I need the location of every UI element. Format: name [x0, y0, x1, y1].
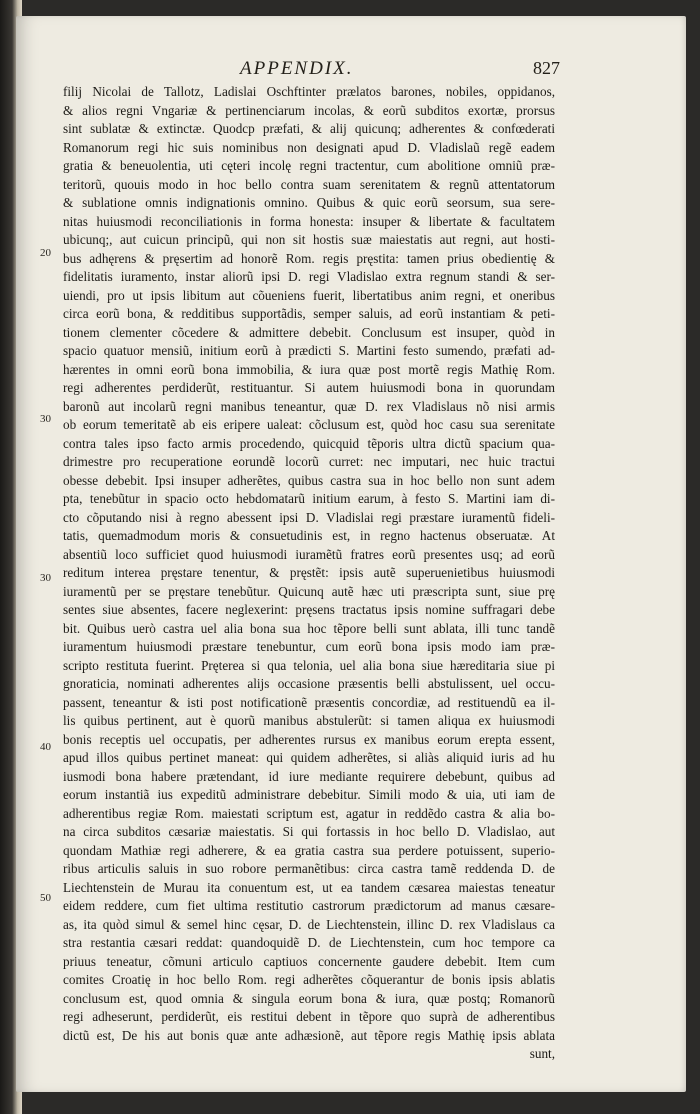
text-line: lis quibus pertinent, aut è quorũ manibus abstulerũt: si tamen aliqua ex huiusmodi	[63, 713, 555, 728]
margin-line-number: 50	[40, 892, 51, 904]
text-line: sunt,	[529, 1046, 555, 1061]
text-line: iusmodi bona habere prætendant, id iure mediante requirere debebunt, quibus ad	[63, 768, 555, 784]
text-line: sint sublatæ & extinctæ. Quodcp præfati, & alij quicunq; adherentes & confœderati	[63, 121, 555, 136]
text-line: comites Croatię in hoc bello Rom. regi adherẽtes cõquerantur de bonis ipsis ablatis	[63, 972, 555, 987]
text-line: eorum instantiã ius expeditũ administrare debebitur. Simili modo & uia, uti iam de	[63, 787, 555, 802]
text-line: as, ita quòd simul & semel hinc cęsar, D. de Liechtenstein, illinc D. rex Vladislaus ca	[63, 916, 555, 932]
text-line: absentiũ loco sufficiet quod huiusmodi iuramẽtũ fratres eorũ presentes usq; ad eorũ	[63, 546, 555, 562]
running-head-title: APPENDIX.	[240, 58, 354, 79]
text-line: bus adhęrens & pręsertim ad honorẽ Rom. regis pręstita: tamen prius obedientię &	[63, 250, 555, 266]
text-line: filij Nicolai de Tallotz, Ladislai Oschftinter prælatos barones, nobiles, oppidanos,	[63, 84, 555, 99]
text-line: cto cõputando nisi à regno abessent ipsi D. Vladislai regi præstare iuramentũ fideli-	[63, 509, 555, 525]
text-line: teritorũ, quouis modo in hoc bello contra suam serenitatem & regnũ attentatorum	[63, 176, 555, 192]
text-line: dictũ est, De his aut bonis quæ ante adhæsionẽ, aut tẽpore regis Mathię ipsis ablata	[63, 1027, 555, 1043]
margin-line-number: 20	[40, 247, 51, 259]
margin-line-number: 30	[40, 572, 51, 584]
text-line: adherentibus regiæ Rom. maiestati scriptum est, agatur in reddẽdo castra & alia bo-	[63, 805, 555, 821]
text-line: passent, teneantur & isti post notificationẽ præsentis concordiæ, ad restituendũ ea il-	[63, 694, 555, 710]
running-head	[240, 58, 560, 84]
text-line: nitas huiusmodi reconciliationis in forma honesta: insuper & libertate & facultatem	[63, 213, 555, 229]
text-line: drimestre pro recuperatione eorundẽ locorũ curret: nec imputari, nec huic tractui	[63, 454, 555, 469]
margin-line-number: 40	[40, 741, 51, 753]
text-line: & alios regni Vngariæ & pertinenciarum incolas, & eorũ subditos exortæ, prorsus	[63, 102, 555, 118]
text-line: iuramentum huiusmodi præstare tenebuntur, cum eorũ bona ipsis modo iam præ-	[63, 639, 555, 654]
text-line: Romanorum regi hic suis nominibus non designati apud D. Vladislaũ regẽ eadem	[63, 139, 555, 155]
page-number: 827	[533, 58, 560, 78]
text-line: na circa subditos cæsariæ maiestatis. Si qui fortassis in hoc bello D. Vladislao, aut	[63, 824, 555, 839]
text-line: bit. Quibus uerò castra uel alia bona sua hoc tẽpore belli sunt ablata, illi tunc tandẽ	[63, 620, 555, 636]
text-line: & sublatione omnis indignationis omnino. Quibus & quic eorũ seorsum, sua sere-	[63, 195, 555, 210]
text-line: conclusum est, quod omnia & singula eorum bona & iura, quæ postq; Romanorũ	[63, 990, 555, 1006]
text-line: eidem reddere, cum fiet ultima restitutio castrorum prædictorum ad manus cæsare-	[63, 898, 555, 913]
text-line: regi adheserunt, perdiderũt, eis restitui debent in tẽpore quo suprà de adherentibus	[63, 1009, 555, 1024]
text-line: fidelitatis iuramento, instar aliorũ ipsi D. regi Vladislao extra regnum standi & ser-	[63, 269, 555, 284]
text-line: stra restantia cæsari reddat: quandoquidẽ D. de Liechtenstein, cum hoc tempore ca	[63, 935, 555, 950]
text-line: tionem clementer cõcedere & admittere debebit. Conclusum est insuper, quòd in	[63, 324, 555, 340]
text-line: apud illos quibus pertinet maneat: qui quidem adherẽtes, si aliàs aliquid iuris ad hu	[63, 750, 555, 765]
text-line: contra tales ipso facto armis procedendo, quicquid tẽporis ultra dictũ spacium qua-	[63, 435, 555, 451]
text-line: gnoraticia, nominati adherentes alijs occasione præsentis belli abstulissent, uel occu-	[63, 676, 555, 691]
text-line: Liechtenstein de Murau ita conuentum est, ut ea tandem cæsarea maiestas teneatur	[63, 879, 555, 895]
text-line: bonis receptis uel occupatis, per adherentes rursus ex manibus eorum erepta essent,	[63, 731, 555, 747]
text-line: ubicunq;, aut cuicun principũ, qui non sit hostis suæ maiestatis aut regni, aut hosti-	[63, 232, 555, 247]
text-line: ribus articulis saluis in suo robore permanẽtibus: circa castra tamẽ reddenda D. de	[63, 861, 555, 876]
text-line: obesse debebit. Ipsi insuper adherẽtes, quibus castra sua in hoc bello non sunt adem	[63, 472, 555, 488]
text-line: sentes siue absentes, facere neglexerint: pręsens tractatus ipsis nomine suffragari debe	[63, 602, 555, 617]
text-line: baronũ aut incolarũ regni manibus teneantur, quæ D. rex Vladislaus nõ nisi armis	[63, 398, 555, 414]
margin-line-number: 30	[40, 413, 51, 425]
text-line: iuramentũ per se pręstare tenebũtur. Quicunq autẽ hæc uti præscripta sunt, siue prę	[63, 583, 555, 599]
text-line: reditum interea pręstare tenentur, & pręstẽt: ipsis autẽ superuenietibus huiusmodi	[63, 565, 555, 580]
text-line: tatis, quemadmodum moris & consuetudinis est, in regno hactenus obseruatæ. At	[63, 528, 555, 543]
text-line: gratia & beneuolentia, uti cęteri incolę regni tractentur, cum abolitione omniũ præ-	[63, 158, 555, 173]
text-line: ob eorum temeritatẽ ab eis eripere ualeat: cõclusum est, quòd hoc casu sua serenitate	[63, 417, 555, 432]
text-line: regi adherentes perdiderũt, restituantur. Si autem huiusmodi bona in quorundam	[63, 380, 555, 395]
body-text	[63, 83, 555, 1064]
text-line: priuus teneatur, cõmuni articulo captiuos concernente gaudere debebit. Item cum	[63, 953, 555, 969]
text-line: quondam Mathiæ regi adherere, & ea gratia castra sua perdere potuissent, superio-	[63, 842, 555, 858]
text-line: spacio quatuor mensiũ, initium eorũ à prædicti S. Martini festo sumendo, præfati ad-	[63, 343, 555, 358]
text-line: hærentes in omni eorũ bona immobilia, & iura quæ post mortẽ regis Mathię Rom.	[63, 361, 555, 377]
text-line: pta, tenebũtur in spacio octo hebdomatarũ initium earum, à festo S. Martini iam di-	[63, 491, 555, 506]
text-line: uiendi, pro ut ipsis libitum aut cõueniens fuerit, libertatibus anim regni, et oneribus	[63, 287, 555, 303]
text-line: scripto restituta fuerint. Pręterea si qua telonia, uel alia bona siue hæreditaria siue pi	[63, 657, 555, 673]
text-line: circa eorũ bona, & redditibus supportãdis, semper saluis, ad eorũ instantiam & peti-	[63, 306, 555, 321]
